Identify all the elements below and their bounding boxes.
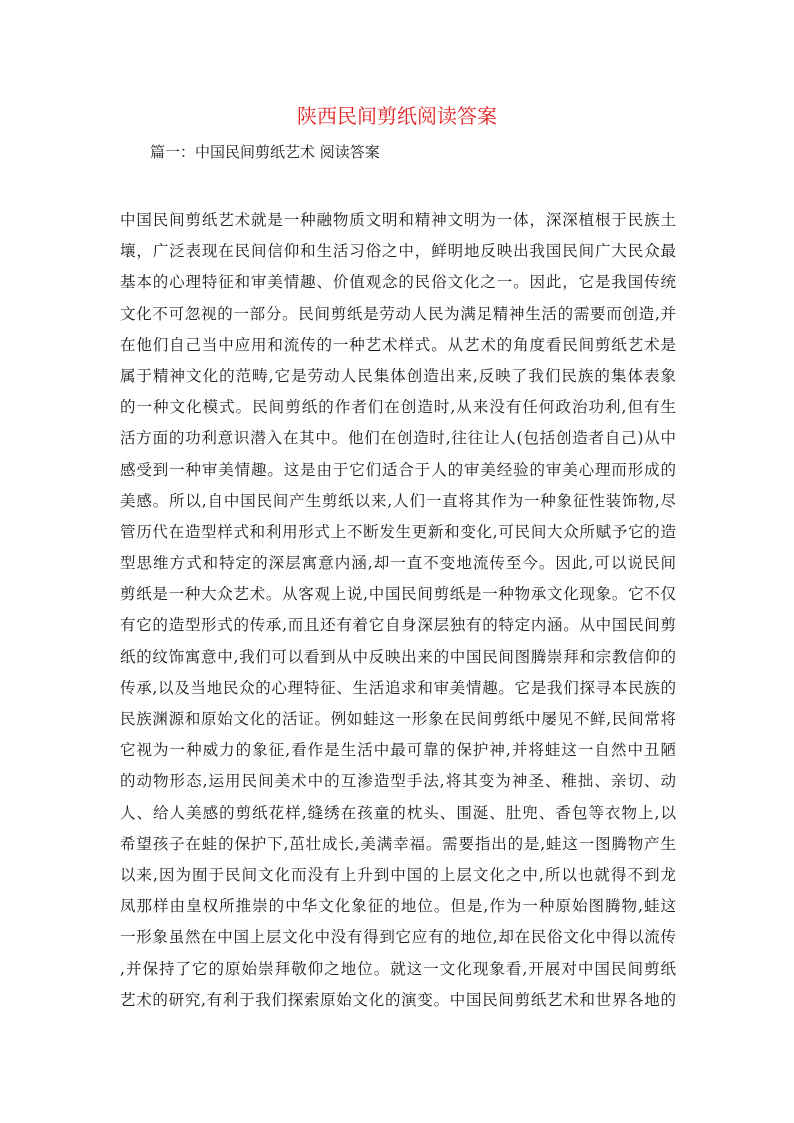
paragraph-line: 它视为一种威力的象征,看作是生活中最可靠的保护神,并将蛙这一自然中丑陋 [120, 741, 676, 760]
paragraph-line: 一形象虽然在中国上层文化中没有得到它应有的地位,却在民俗文化中得以流传 [120, 928, 676, 947]
paragraph-line: 壤，广泛表现在民间信仰和生活习俗之中，鲜明地反映出我国民间广大民众最 [120, 242, 676, 261]
paragraph-line: 基本的心理特征和审美情趣、价值观念的民俗文化之一。因此，它是我国传统 [120, 273, 676, 292]
paragraph-line: 民族渊源和原始文化的活证。例如蛙这一形象在民间剪纸中屡见不鲜,民间常将 [120, 710, 676, 728]
page-title: 陕西民间剪纸阅读答案 [297, 104, 497, 128]
paragraph-line: 传承,以及当地民众的心理特征、生活追求和审美情趣。它是我们探寻本民族的 [120, 678, 676, 697]
paragraph-line: 美感。所以,自中国民间产生剪纸以来,人们一直将其作为一种象征性装饰物,尽 [120, 491, 676, 510]
paragraph-line: 纸的纹饰寓意中,我们可以看到从中反映出来的中国民间图腾崇拜和宗教信仰的 [120, 647, 676, 666]
section-subtitle: 篇一：中国民间剪纸艺术 阅读答案 [150, 143, 380, 161]
paragraph-line: 的动物形态,运用民间美术中的互渗造型手法,将其变为神圣、稚拙、亲切、动 [120, 772, 676, 791]
paragraph-line: 凤那样由皇权所推崇的中华文化象征的地位。但是,作为一种原始图腾物,蛙这 [120, 897, 676, 916]
paragraph-line: 属于精神文化的范畴,它是劳动人民集体创造出来,反映了我们民族的集体表象 [120, 366, 676, 385]
paragraph-line: 活方面的功利意识潜入在其中。他们在创造时,往往让人(包括创造者自己)从中 [120, 429, 676, 448]
paragraph-line: 在他们自己当中应用和流传的一种艺术样式。从艺术的角度看民间剪纸艺术是 [120, 335, 676, 354]
paragraph-line: 文化不可忽视的一部分。民间剪纸是劳动人民为满足精神生活的需要而创造,并 [120, 304, 676, 323]
paragraph-line: 有它的造型形式的传承,而且还有着它自身深层独有的特定内涵。从中国民间剪 [120, 616, 676, 635]
paragraph-line: 希望孩子在蛙的保护下,茁壮成长,美满幸福。需要指出的是,蛙这一图腾物产生 [120, 834, 676, 853]
paragraph-line: 以来,因为囿于民间文化而没有上升到中国的上层文化之中,所以也就得不到龙 [120, 865, 676, 884]
paragraph-line: 中国民间剪纸艺术就是一种融物质文明和精神文明为一体，深深植根于民族土 [120, 211, 676, 229]
paragraph-line: 剪纸是一种大众艺术。从客观上说,中国民间剪纸是一种物承文化现象。它不仅 [120, 585, 676, 604]
paragraph-line: 人、给人美感的剪纸花样,缝绣在孩童的枕头、围涎、肚兜、香包等衣物上,以 [120, 803, 676, 822]
paragraph-line: 艺术的研究,有利于我们探索原始文化的演变。中国民间剪纸艺术和世界各地的 [120, 990, 676, 1009]
paragraph-line: 管历代在造型样式和利用形式上不断发生更新和变化,可民间大众所赋予它的造 [120, 522, 676, 541]
paragraph-line: 感受到一种审美情趣。这是由于它们适合于人的审美经验的审美心理而形成的 [120, 460, 676, 479]
paragraph-line: 的一种文化模式。民间剪纸的作者们在创造时,从来没有任何政治功利,但有生 [120, 398, 676, 417]
paragraph-line: ,并保持了它的原始崇拜敬仰之地位。就这一文化现象看,开展对中国民间剪纸 [120, 959, 676, 978]
paragraph-line: 型思维方式和特定的深层寓意内涵,却一直不变地流传至今。因此,可以说民间 [120, 554, 676, 573]
body-paragraph [120, 205, 676, 1016]
